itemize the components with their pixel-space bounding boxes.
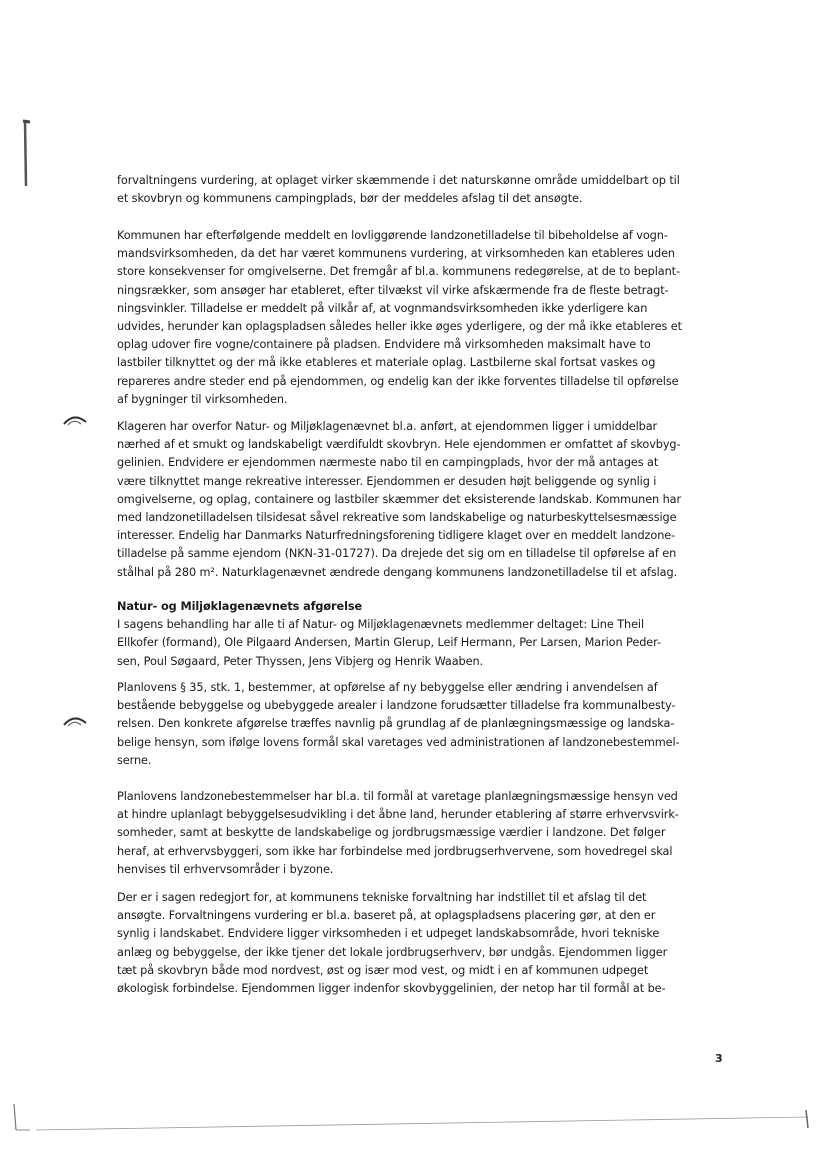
text-line: somheder, samt at beskytte de landskabelige og jordbrugsmæssige værdier i landzone. Det følger bbox=[117, 826, 666, 840]
text-line: heraf, at erhvervsbyggeri, som ikke har forbindelse med jordbrugserhvervene, som hovedregel skal bbox=[117, 844, 673, 858]
text-line: omgivelserne, og oplag, containere og lastbiler skæmmer det eksisterende landskab. Kommunen har bbox=[117, 492, 682, 506]
page-number: 3 bbox=[715, 1052, 723, 1065]
scan-edge-mark-top bbox=[22, 118, 36, 188]
text-line: tilladelse på samme ejendom (NKN-31-01727). Da drejede det sig om en tilladelse til opførelse af en bbox=[117, 547, 677, 561]
text-line: stålhal på 280 m². Naturklagenævnet ændrede dengang kommunens landzonetilladelse til et afslag. bbox=[117, 565, 678, 579]
text-line: forvaltningens vurdering, at oplaget virker skæmmende i det naturskønne område umiddelbart op til bbox=[117, 174, 680, 187]
text-line: Planlovens § 35, stk. 1, bestemmer, at opførelse af ny bebyggelse eller ændring i anvendelsen af bbox=[117, 681, 658, 694]
paragraph-text bbox=[117, 227, 711, 409]
text-line: af bygninger til virksomheden. bbox=[117, 392, 288, 406]
text-line: økologisk forbindelse. Ejendommen ligger indenfor skovbyggelinien, der netop har til formål at be- bbox=[117, 982, 666, 996]
text-line: I sagens behandling har alle ti af Natur- og Miljøklagenævnets medlemmer deltaget: Line Theil bbox=[117, 618, 644, 632]
text-line: lastbiler tilknyttet og der må ikke etableres et materiale oplag. Lastbilerne skal fortsat vaskes og bbox=[117, 356, 656, 370]
text-line: repareres andre steder end på ejendommen, og endelig kan der ikke forventes tilladelse til opførelse bbox=[117, 374, 679, 388]
text-line: sen, Poul Søgaard, Peter Thyssen, Jens Vibjerg og Henrik Waaben. bbox=[117, 654, 484, 668]
text-line: henvises til erhvervsområder i byzone. bbox=[117, 862, 334, 876]
text-line: Der er i sagen redegjort for, at kommunens tekniske forvaltning har indstillet til et afslag til det bbox=[117, 891, 647, 904]
text-line: Ellkofer (formand), Ole Pilgaard Andersen, Martin Glerup, Leif Hermann, Per Larsen, Marion Peder- bbox=[117, 636, 661, 650]
text-line: interesser. Endelig har Danmarks Naturfredningsforening tidligere klaget over en meddelt landzone- bbox=[117, 529, 676, 543]
paragraph-text bbox=[117, 679, 711, 770]
text-line: udvides, herunder kan oplagspladsen således heller ikke øges yderligere, og der må ikke etableres et bbox=[117, 320, 682, 334]
text-line: ansøgte. Forvaltningens vurdering er bl.a. baseret på, at oplagspladsens placering gør, at den er bbox=[117, 909, 656, 923]
text-line: gelinien. Endvidere er ejendommen nærmeste nabo til en campingplads, hvor der må antages at bbox=[117, 456, 659, 470]
text-line: være tilknyttet mange rekreative interesser. Ejendommen er desuden højt beliggende og synlig i bbox=[117, 474, 657, 488]
text-line: Kommunen har efterfølgende meddelt en lovliggørende landzonetilladelse til bibeholdelse af vogn- bbox=[117, 229, 668, 242]
text-line: belige hensyn, som ifølge lovens formål skal varetages ved administrationen af landzonebestemmel- bbox=[117, 735, 680, 749]
text-line: relsen. Den konkrete afgørelse træffes navnlig på grundlag af de planlægningsmæssige og landska- bbox=[117, 717, 675, 731]
text-line: synlig i landskabet. Endvidere ligger virksomheden i et udpeget landskabsområde, hvori tekniske bbox=[117, 927, 660, 941]
text-line: oplag udover fire vogne/containere på pladsen. Endvidere må virksomheden maksimalt have to bbox=[117, 338, 651, 352]
paragraph-6 bbox=[117, 788, 711, 879]
paragraph-text bbox=[117, 889, 711, 998]
paragraph-text bbox=[117, 788, 711, 879]
paragraph-text bbox=[117, 172, 711, 208]
text-line: Klageren har overfor Natur- og Miljøklagenævnet bl.a. anført, at ejendommen ligger i umiddelbar bbox=[117, 420, 658, 433]
hole-punch-mark-upper bbox=[62, 412, 90, 428]
text-line: med landzonetilladelsen tilsidesat såvel rekreative som landskabelige og naturbeskyttelsesmæssige bbox=[117, 511, 677, 525]
text-line: et skovbryn og kommunens campingplads, bør der meddeles afslag til det ansøgte. bbox=[117, 192, 583, 206]
paragraph-1 bbox=[117, 172, 711, 208]
text-line: Planlovens landzonebestemmelser har bl.a. til formål at varetage planlægningsmæssige hensyn ved bbox=[117, 790, 678, 803]
paragraph-3 bbox=[117, 418, 711, 582]
text-line: store konsekvenser for omgivelserne. Det fremgår af bl.a. kommunens redegørelse, at de to beplant- bbox=[117, 265, 680, 279]
text-line: mandsvirksomheden, da det har været kommunens vurdering, at virksomheden kan etableres uden bbox=[117, 247, 675, 261]
text-line: ningsrækker, som ansøger har etableret, efter tilvækst vil virke afskærmende fra de fleste betragt- bbox=[117, 283, 669, 297]
text-line: ningsvinkler. Tilladelse er meddelt på vilkår af, at vognmandsvirksomheden ikke yderligere kan bbox=[117, 301, 648, 315]
paragraph-text bbox=[117, 616, 711, 671]
paragraph-2 bbox=[117, 227, 711, 409]
text-line: at hindre uplanlagt bebyggelsesudvikling i det åbne land, herunder etablering af større erhvervsvirk- bbox=[117, 808, 679, 822]
scan-edge-mark-bottom bbox=[0, 1100, 826, 1140]
text-line: anlæg og bebyggelse, der ikke tjener det lokale jordbrugserhverv, bør undgås. Ejendommen ligger bbox=[117, 945, 668, 959]
section-heading-text: Natur- og Miljøklagenævnets afgørelse bbox=[117, 600, 363, 613]
paragraph-7 bbox=[117, 889, 711, 998]
text-line: tæt på skovbryn både mod nordvest, øst og især mod vest, og midt i en af kommunen udpeget bbox=[117, 963, 649, 977]
hole-punch-mark-lower bbox=[62, 713, 90, 729]
text-line: serne. bbox=[117, 753, 152, 767]
section-heading bbox=[117, 598, 711, 616]
text-line: bestående bebyggelse og ubebyggede arealer i landzone forudsætter tilladelse fra kommunalbesty- bbox=[117, 699, 676, 713]
decision-section bbox=[117, 598, 711, 671]
paragraph-text bbox=[117, 418, 711, 582]
paragraph-5 bbox=[117, 679, 711, 770]
text-line: nærhed af et smukt og landskabeligt værdifuldt skovbryn. Hele ejendommen er omfattet af skovbyg- bbox=[117, 438, 681, 452]
